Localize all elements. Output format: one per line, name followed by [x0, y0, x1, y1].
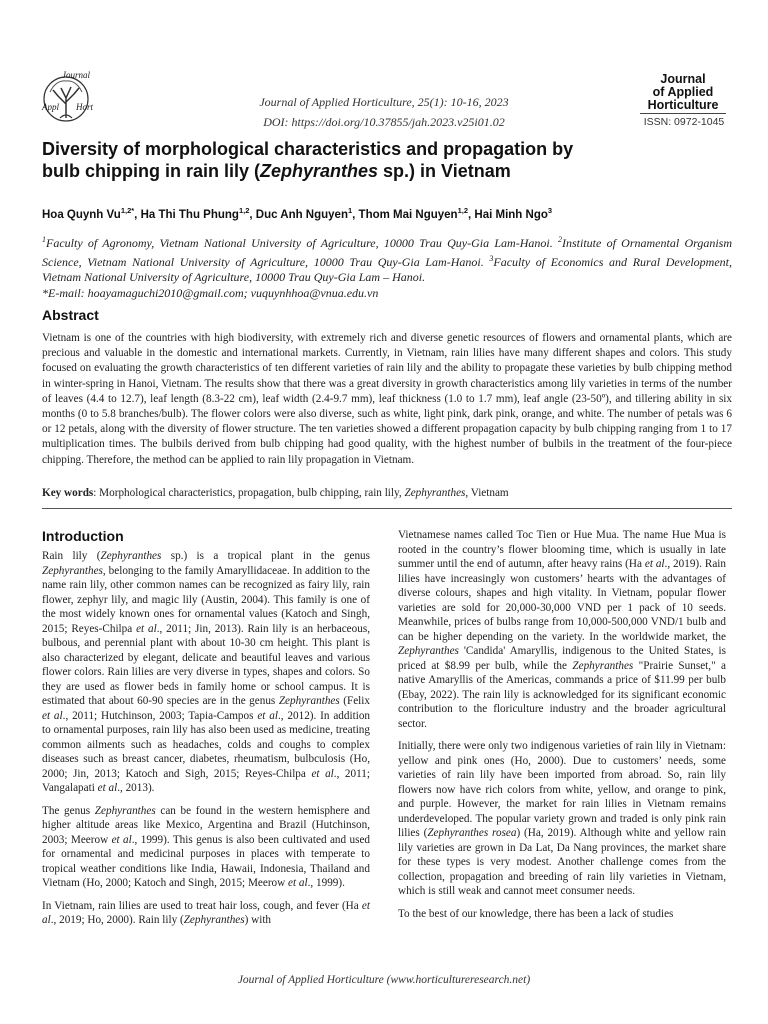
affiliation-3: Faculty of Economics and Rural Development, Vietnam National University of Agriculture, 10000 Trau Quy-Gia Lam – Hanoi. — [42, 255, 732, 285]
intro-left-column — [42, 549, 370, 936]
keywords-label: Key words — [42, 487, 94, 499]
affiliation-1: Faculty of Agronomy, Vietnam National University of Agriculture, 10000 Trau Quy-Gia Lam-Hanoi. — [46, 236, 558, 250]
author-list: Hoa Quynh $Vu^{1,2*}$, Ha Thi Thu Phung$^{1,2}$, Duc Anh Nguyen$^1$, Thom Mai Nguyen$^{1,2}$, Hai Minh Ngo$^3$ — [42, 206, 553, 221]
keywords-text-b: , Vietnam — [465, 487, 509, 499]
body-paragraph: The genus Zephyranthes can be found in the western hemisphere and higher altitude areas like Mexico, Argentina and Brazil (Hutchinson, 2003; Meerow et al., 1999). This genus is also been cultivated and used for ornamental and medicinal purposes in places with temperate to tropical weather conditions like India, Hawaii, Indonesia, Thailand and Vietnam (Ho, 2000; Katoch and Singh, 2015; Meerow et al., 1999). — [42, 804, 370, 889]
author-affil-sup: 1,2 — [457, 206, 469, 215]
section-divider — [42, 508, 732, 509]
author-affil-sup: 1 — [347, 206, 353, 215]
introduction-heading: Introduction — [42, 528, 124, 544]
author-affil-sup: 1,2* — [120, 206, 135, 215]
title-line2-b: sp.) in Vietnam — [378, 161, 511, 181]
body-paragraph: In Vietnam, rain lilies are used to treat hair loss, cough, and fever (Ha et al., 2019; Ho, 2000). Rain lily (Zephyranthes) with — [42, 899, 370, 926]
abstract-heading: Abstract — [42, 307, 99, 323]
doi-link[interactable]: DOI: https://doi.org/10.37855/jah.2023.v25i01.02 — [263, 115, 505, 129]
keywords — [42, 487, 732, 499]
journal-citation: Journal of Applied Horticulture, 25(1): 10-16, 2023 — [259, 95, 509, 109]
keywords-text-a: : Morphological characteristics, propagation, bulb chipping, rain lily, — [93, 487, 405, 499]
affil-3-sup: 3 — [489, 254, 494, 264]
title-line2-a: bulb chipping in rain lily ( — [42, 161, 260, 181]
journal-name-line1: Journal — [660, 72, 706, 86]
abstract-text: Vietnam is one of the countries with high biodiversity, with extremely rich and diverse genetic resources of flowers and ornamental plants, which are precious and valuable in the domestic and international markets. Currently, in Vietnam, rain lilies have many different shapes and colors. This study focused on evaluating the growth characteristics of ten different varieties of rain lily and the ability to propagate these varieties by bulb chipping method in winter-spring in Hanoi, Vietnam. The results show that there was a great diversity in growth characteristics among lily varieties in terms of the number of leaves (4.4 to 12.7), leaf length (8.3-22 cm), leaf width (2.4-9.7 mm), leaf thickness (1.0 to 1.7 mm), leaf angle (23-50º), and tillering ability in six months (0 to 5.8 branches/bulb). The flower colors were also diverse, such as white, light pink, dark pink, orange, and white. The number of petals was 6 or 12 petals, along with the diversity of flower structure. The ten varieties showed a different propagation capacity by bulb chipping ranging from 1 to 17 multiplication times. The bulbils derived from bulb chipping had good quality, with the highest number of bulbils in the treatment of the four-piece chipping. Therefore, the method can be applied to rain lily propagation in Vietnam. — [42, 332, 732, 466]
keywords-genus: Zephyranthes — [404, 487, 466, 499]
author-name: Ha Thi Thu Phung — [140, 208, 239, 221]
title-genus: Zephyranthes — [260, 161, 379, 181]
title-line1: Diversity of morphological characteristics and propagation by — [42, 139, 574, 159]
body-paragraph: Vietnamese names called Toc Tien or Hue Mua. The name Hue Mua is rooted in the country’s flower blooming time, which is usually in late summer until the end of autumn, after heavy rains (Ha et al., 2019). Rain lilies have increasingly won customers’ hearts with the advantages of diverse colours, shapes and high vitality. In Vietnam, popular flower varieties are sold for 20,000-30,000 VND per 1 pack of 10 seeds. Meanwhile, prices of bulbs range from 10,000-500,000 VND/1 bulb and can be higher depending on the variety. In the worldwide market, the Zephyranthes 'Candida' Amaryllis, indigenous to the United States, is priced at $8.99 per bulb, while the Zephyranthes "Prairie Sunset," a native Amaryllis of the Americas, commands a price of $11.99 per bulb (Ebay, 2022). The rain lily is acknowledged for its significant economic contribution to the floriculture industry and the broader agricultural sector. — [398, 529, 726, 730]
corresponding-email: *E-mail: hoayamaguchi2010@gmail.com; vuquynhhoa@vnua.edu.vn — [42, 285, 379, 300]
issn: ISSN: 0972-1045 — [643, 116, 725, 128]
author-name: Hoa Quynh Vu — [42, 208, 121, 221]
author-name: Thom Mai Nguyen — [358, 208, 458, 221]
journal-name-box — [640, 73, 726, 114]
page-footer: Journal of Applied Horticulture (www.horticultureresearch.net) — [237, 974, 531, 986]
body-paragraph: Initially, there were only two indigenous varieties of rain lily in Vietnam: yellow and pink ones (Ho, 2000). Due to customers’ needs, some varieties of rain lily have been imported from abroad. So, rain lily flowers now have rich colors from white, yellow, and orange to pink, and purple. However, the market for rain lilies in Vietnam remains underdeveloped. The popular variety grown and traded is only pink rain lilies (Zephyranthes rosea) (Ha, 2019). Although white and yellow rain lily varieties are grown in Da Lat, Da Nang provinces, the market share for these types is very modest. Another challenge comes from the collection, propagation and breeding of rain lily varieties in Vietnam, which is still weak and cannot meet consumer needs. — [398, 740, 726, 897]
logo-text-left: Appl — [42, 102, 59, 112]
author-name: Hai Minh Ngo — [474, 208, 548, 221]
journal-name-line2: of Applied — [652, 85, 714, 99]
body-paragraph: To the best of our knowledge, there has been a lack of studies — [398, 907, 674, 920]
journal-name-line3: Horticulture — [640, 99, 726, 114]
author-affil-sup: 3 — [547, 206, 553, 215]
logo-text-right: Hort — [76, 102, 94, 112]
author-name: Duc Anh Nguyen — [255, 208, 348, 221]
intro-right-column — [398, 528, 726, 929]
affiliations — [42, 232, 732, 301]
affil-1-sup: 1 — [42, 235, 46, 244]
author-affil-sup: 1,2 — [238, 206, 250, 215]
paper-title — [42, 138, 732, 182]
affiliation-2: Institute of Ornamental Organism Science, Vietnam National University of Agriculture, 10000 Trau Quy-Gia Lam-Hanoi. — [42, 236, 733, 270]
affil-2-sup: 2 — [557, 235, 562, 244]
body-paragraph: Rain lily (Zephyranthes sp.) is a tropical plant in the genus Zephyranthes, belonging to the family Amaryllidaceae. In addition to the name rain lily, other common names can be recognized as fairy lily, rain flower, zephyr lily, and magic lily (Austin, 2004). This family is one of the most widely known ones for ornamental values (Katoch and Singh, 2015; Reyes-Chilpa et al., 2011; Jin, 2013). Rain lily is an herbaceous, bulbous, and perennial plant with about 10-30 cm height. This plant is also characterized by elegant, delicate and beautiful leaves and various flower colors. Rain lilies are very diverse in types, shapes and colors. So they are used as flower beds in family home or school campus. It is estimated that about 60-90 species are in the genus Zephyranthes (Felix et al., 2011; Hutchinson, 2003; Tapia-Campos et al., 2012). In addition to ornamental purposes, rain lily has also been used as medicine, treating common ailments such as headaches, colds and coughs to complex diseases such as breast cancer, diabetes, rheumatism, bulbculosis (Ho, 2000; Jin, 2013; Katoch and Sigh, 2015; Reyes-Chilpa et al., 2011; Vangalapati et al., 2013). — [42, 550, 371, 794]
logo-text-top: Journal — [62, 70, 90, 80]
